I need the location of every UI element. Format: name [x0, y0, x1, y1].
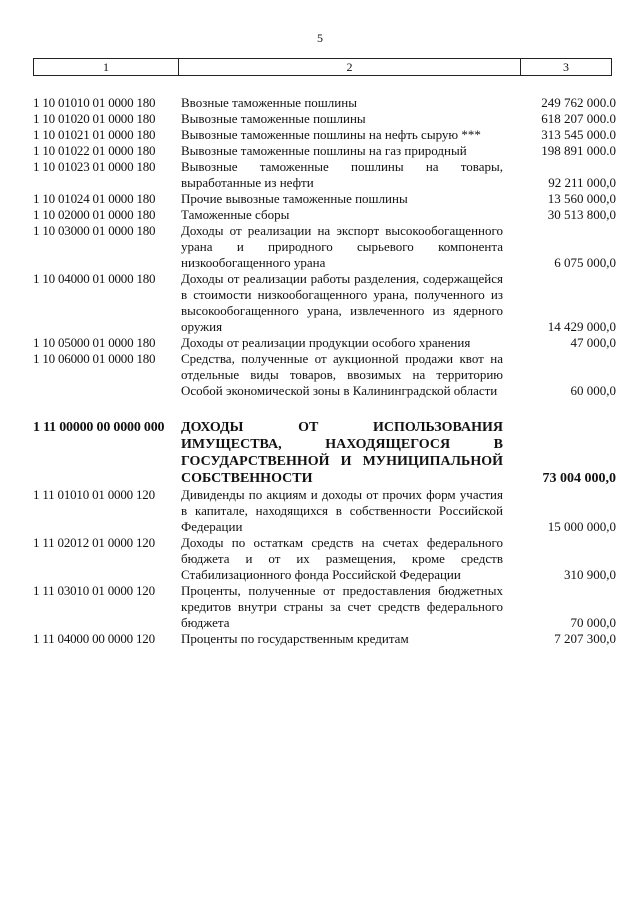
classification-code: 1 11 00000 00 0000 000 [33, 420, 165, 435]
classification-code: 1 11 03010 01 0000 120 [33, 583, 155, 598]
amount-value: 13 560 000,0 [547, 191, 616, 206]
table-row [33, 207, 616, 223]
amount-value: 249 762 000.0 [541, 95, 616, 110]
revenue-item-name: Средства, полученные от аукционной продажи квот на отдельные виды товаров, ввозимых на территорию Особой экономической зоны в Калининградской области [181, 351, 503, 398]
table-row [33, 111, 616, 127]
revenue-item-name: Вывозные таможенные пошлины на нефть сырую *** [181, 127, 481, 142]
revenue-item-name: ДОХОДЫ ОТ ИСПОЛЬЗОВАНИЯ ИМУЩЕСТВА, НАХОДЯЩЕГОСЯ В ГОСУДАРСТВЕННОЙ И МУНИЦИПАЛЬНОЙ СОБСТВЕННОСТИ [181, 420, 503, 486]
amount-value: 198 891 000.0 [541, 143, 616, 158]
classification-code: 1 10 01020 01 0000 180 [33, 111, 156, 126]
table-row [33, 351, 616, 399]
classification-code: 1 10 03000 01 0000 180 [33, 223, 156, 238]
classification-code: 1 11 04000 00 0000 120 [33, 631, 155, 646]
classification-code: 1 10 02000 01 0000 180 [33, 207, 156, 222]
classification-code: 1 10 04000 01 0000 180 [33, 271, 156, 286]
revenue-item-name: Таможенные сборы [181, 207, 290, 222]
revenue-item-name: Доходы от реализации продукции особого хранения [181, 335, 471, 350]
table-row [33, 223, 616, 271]
revenue-item-name: Прочие вывозные таможенные пошлины [181, 191, 408, 206]
revenue-item-name: Проценты по государственным кредитам [181, 631, 409, 646]
amount-value: 60 000,0 [570, 383, 616, 398]
amount-value: 47 000,0 [570, 335, 616, 350]
revenue-item-name: Доходы по остаткам средств на счетах федерального бюджета и от их размещения, кроме средств Стабилизационного фонда Российской Федерации [181, 535, 503, 582]
revenue-item-name: Вывозные таможенные пошлины на газ природный [181, 143, 467, 158]
classification-code: 1 10 06000 01 0000 180 [33, 351, 156, 366]
row-spacer [33, 399, 616, 419]
classification-code: 1 10 01021 01 0000 180 [33, 127, 156, 142]
column-header-3: 3 [563, 60, 569, 74]
table-row [33, 631, 616, 647]
revenue-item-name: Проценты, полученные от предоставления бюджетных кредитов внутри страны за счет средств федерального бюджета [181, 583, 503, 630]
classification-code: 1 10 01022 01 0000 180 [33, 143, 156, 158]
revenue-item-name: Доходы от реализации работы разделения, содержащейся в стоимости низкообогащенного урана, полученного из высокообогащенного урана, извлеченного из ядерного оружия [181, 271, 503, 334]
classification-code: 1 11 02012 01 0000 120 [33, 535, 155, 550]
table-row [33, 127, 616, 143]
revenue-item-name: Вывозные таможенные пошлины на товары, выработанные из нефти [181, 159, 503, 190]
amount-value: 70 000,0 [570, 615, 616, 630]
table-row [33, 191, 616, 207]
amount-value: 6 075 000,0 [554, 255, 616, 270]
page-number: 5 [317, 31, 323, 45]
revenue-item-name: Доходы от реализации на экспорт высокообогащенного урана и природного сырьевого компонента низкообогащенного урана [181, 223, 503, 270]
amount-value: 73 004 000,0 [542, 471, 616, 486]
revenue-item-name: Ввозные таможенные пошлины [181, 95, 357, 110]
revenue-item-name: Вывозные таможенные пошлины [181, 111, 366, 126]
table-row [33, 143, 616, 159]
table-row [33, 335, 616, 351]
amount-value: 313 545 000.0 [541, 127, 616, 142]
classification-code: 1 10 05000 01 0000 180 [33, 335, 156, 350]
amount-value: 618 207 000.0 [541, 111, 616, 126]
amount-value: 92 211 000,0 [548, 175, 616, 190]
table-row [33, 271, 616, 335]
table-row [33, 487, 616, 535]
amount-value: 15 000 000,0 [547, 519, 616, 534]
classification-code: 1 10 01010 01 0000 180 [33, 95, 156, 110]
table-row [33, 95, 616, 111]
amount-value: 30 513 800,0 [547, 207, 616, 222]
classification-code: 1 11 01010 01 0000 120 [33, 487, 155, 502]
table-row [33, 535, 616, 583]
amount-value: 14 429 000,0 [547, 319, 616, 334]
amount-value: 7 207 300,0 [554, 631, 616, 646]
budget-table [33, 95, 616, 647]
revenue-item-name: Дивиденды по акциям и доходы от прочих форм участия в капитале, находящихся в собственности Российской Федерации [181, 487, 503, 534]
column-header-2: 2 [179, 59, 521, 75]
classification-code: 1 10 01023 01 0000 180 [33, 159, 156, 174]
amount-value: 310 900,0 [564, 567, 616, 582]
classification-code: 1 10 01024 01 0000 180 [33, 191, 156, 206]
table-row [33, 159, 616, 191]
column-header-row [33, 58, 612, 76]
table-row [33, 583, 616, 631]
section-heading-row [33, 419, 616, 487]
column-header-1: 1 [34, 59, 179, 75]
